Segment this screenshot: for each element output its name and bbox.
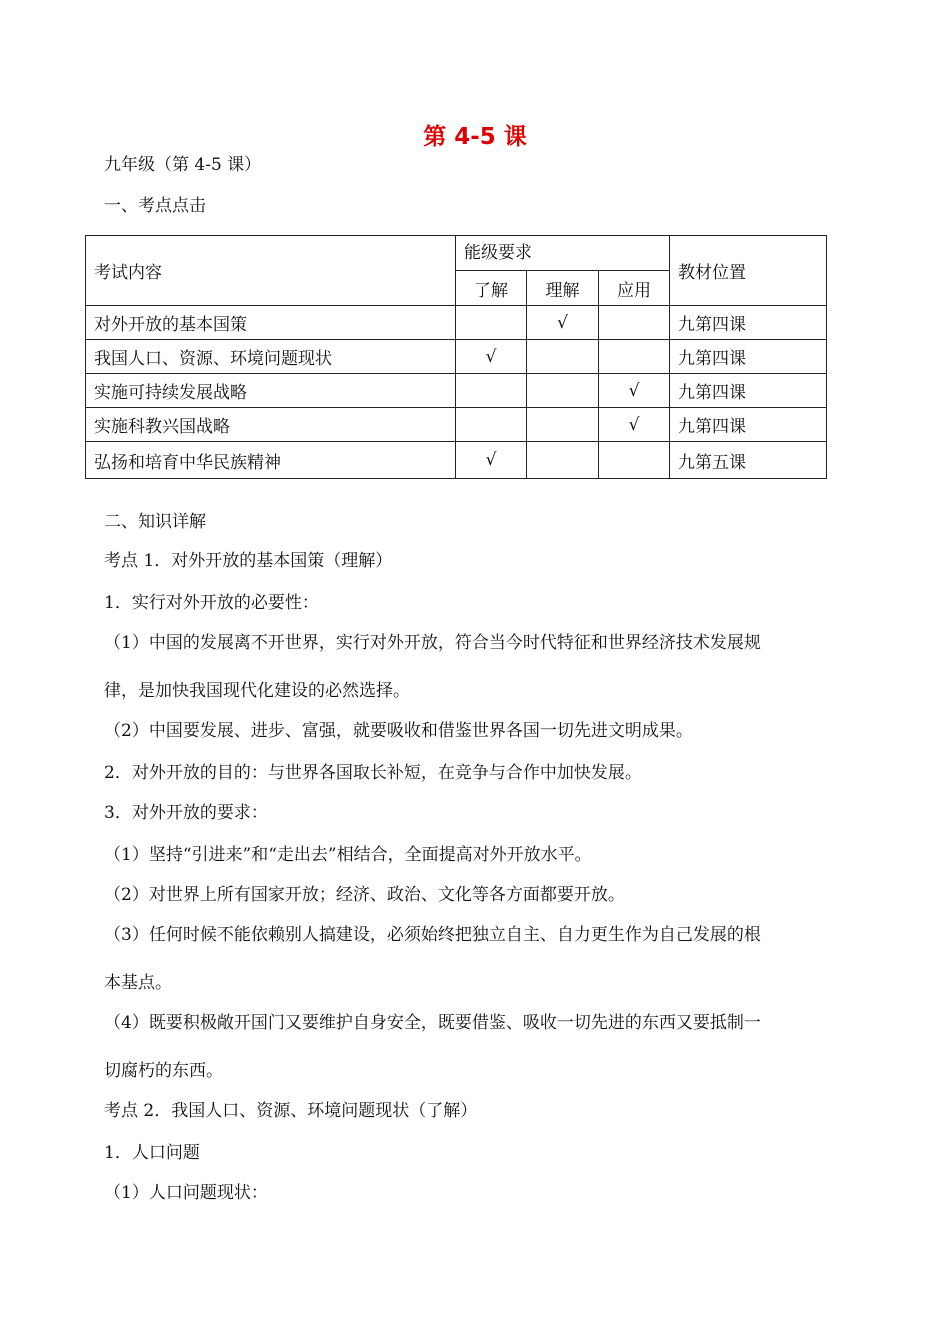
- body-paragraph: （2）中国要发展、进步、富强，就要吸收和借鉴世界各国一切先进文明成果。: [104, 721, 693, 741]
- exam-point-2-heading: 考点 2．我国人口、资源、环境问题现状（了解）: [104, 1101, 478, 1121]
- row-location: 九第五课: [670, 442, 827, 479]
- body-paragraph: 1．人口问题: [104, 1143, 200, 1163]
- body-paragraph: 律，是加快我国现代化建设的必然选择。: [104, 681, 410, 701]
- row-know-check: [456, 306, 527, 340]
- exam-point-1-heading: 考点 1．对外开放的基本国策（理解）: [104, 551, 393, 571]
- table-header-row: [86, 236, 827, 271]
- row-understand-check: [527, 408, 599, 442]
- row-know-check: √: [456, 340, 527, 374]
- grade-subtitle: 九年级（第 4-5 课）: [104, 155, 262, 175]
- body-paragraph: （3）任何时候不能依赖别人搞建设，必须始终把独立自主、自力更生作为自己发展的根: [104, 925, 761, 945]
- table-row: [86, 374, 827, 408]
- body-paragraph: （1）坚持“引进来”和“走出去”相结合，全面提高对外开放水平。: [104, 845, 592, 865]
- body-paragraph: （4）既要积极敞开国门又要维护自身安全，既要借鉴、吸收一切先进的东西又要抵制一: [104, 1013, 761, 1033]
- row-content: 弘扬和培育中华民族精神: [86, 442, 456, 479]
- row-apply-check: [599, 340, 670, 374]
- row-content: 我国人口、资源、环境问题现状: [86, 340, 456, 374]
- body-paragraph: 3．对外开放的要求：: [104, 803, 268, 823]
- body-paragraph: （2）对世界上所有国家开放；经济、政治、文化等各方面都要开放。: [104, 885, 625, 905]
- row-location: 九第四课: [670, 340, 827, 374]
- row-location: 九第四课: [670, 408, 827, 442]
- body-paragraph: 2．对外开放的目的：与世界各国取长补短，在竞争与合作中加快发展。: [104, 763, 642, 783]
- header-exam-content: 考试内容: [86, 236, 456, 306]
- row-content: 对外开放的基本国策: [86, 306, 456, 340]
- section-heading-2: 二、知识详解: [104, 512, 206, 532]
- row-know-check: [456, 408, 527, 442]
- row-understand-check: √: [527, 306, 599, 340]
- row-know-check: [456, 374, 527, 408]
- row-understand-check: [527, 374, 599, 408]
- exam-points-table: [85, 235, 827, 479]
- header-apply: 应用: [599, 271, 670, 306]
- table-row: [86, 340, 827, 374]
- row-apply-check: √: [599, 408, 670, 442]
- row-apply-check: [599, 442, 670, 479]
- row-know-check: √: [456, 442, 527, 479]
- row-content: 实施可持续发展战略: [86, 374, 456, 408]
- table-row: [86, 408, 827, 442]
- body-paragraph: 1．实行对外开放的必要性：: [104, 593, 319, 613]
- header-understand: 理解: [527, 271, 599, 306]
- row-understand-check: [527, 340, 599, 374]
- row-apply-check: [599, 306, 670, 340]
- body-paragraph: 本基点。: [104, 973, 172, 993]
- row-location: 九第四课: [670, 306, 827, 340]
- header-level: 能级要求: [456, 236, 670, 271]
- section-heading-1: 一、考点点击: [104, 196, 206, 216]
- row-understand-check: [527, 442, 599, 479]
- body-paragraph: 切腐朽的东西。: [104, 1061, 223, 1081]
- header-know: 了解: [456, 271, 527, 306]
- table-row: [86, 442, 827, 479]
- header-textbook-location: 教材位置: [670, 236, 827, 306]
- body-paragraph: （1）中国的发展离不开世界，实行对外开放，符合当今时代特征和世界经济技术发展规: [104, 633, 761, 653]
- body-paragraph: （1）人口问题现状：: [104, 1183, 268, 1203]
- row-apply-check: √: [599, 374, 670, 408]
- row-location: 九第四课: [670, 374, 827, 408]
- table-row: [86, 306, 827, 340]
- row-content: 实施科教兴国战略: [86, 408, 456, 442]
- page-title: 第 4-5 课: [423, 124, 527, 150]
